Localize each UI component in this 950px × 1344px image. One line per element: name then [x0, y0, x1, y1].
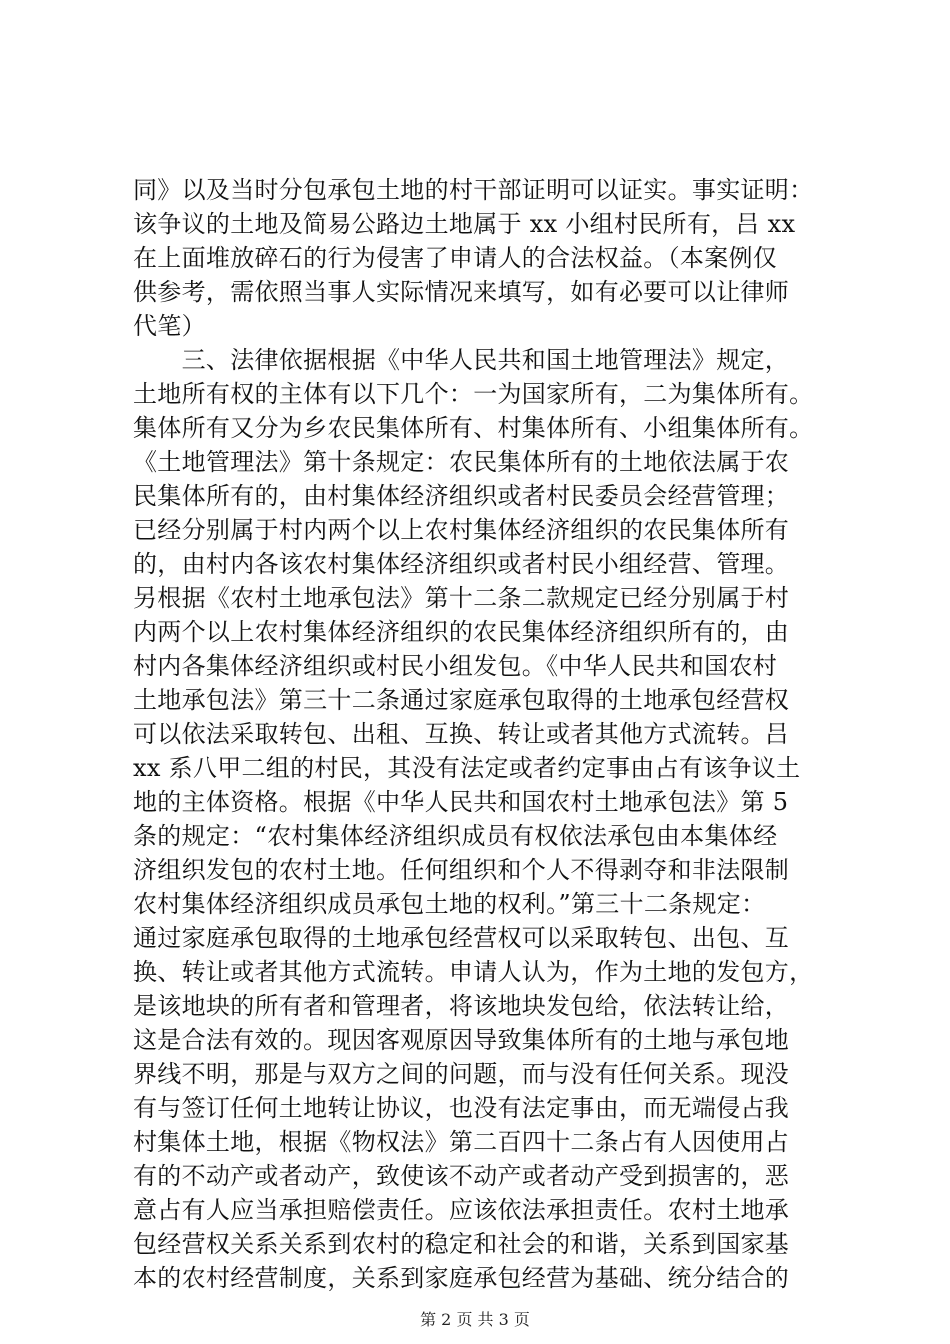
text-line: 可以依法采取转包、出租、互换、转让或者其他方式流转。吕	[133, 720, 790, 748]
text-line: 供参考，需依照当事人实际情况来填写，如有必要可以让律师	[133, 278, 790, 306]
text-line: 意占有人应当承担赔偿责任。应该依法承担责任。农村土地承	[133, 1196, 790, 1224]
text-line: 在上面堆放碎石的行为侵害了申请人的合法权益。（本案例仅	[133, 244, 778, 272]
text-line: 地的主体资格。根据《中华人民共和国农村土地承包法》第 5	[133, 788, 789, 816]
text-line: 条的规定：“农村集体经济组织成员有权依法承包由本集体经	[133, 822, 778, 850]
text-line: 民集体所有的，由村集体经济组织或者村民委员会经营管理；	[133, 482, 790, 510]
text-line: 界线不明，那是与双方之间的问题，而与没有任何关系。现没	[133, 1060, 790, 1088]
text-line: 村内各集体经济组织或村民小组发包。《中华人民共和国农村	[133, 652, 778, 680]
text-line: 这是合法有效的。现因客观原因导致集体所有的土地与承包地	[133, 1026, 790, 1054]
text-line: 三、法律依据根据《中华人民共和国土地管理法》规定，	[133, 346, 790, 374]
text-line: 内两个以上农村集体经济组织的农民集体经济组织所有的，由	[133, 618, 790, 646]
page-footer: 第 2 页 共 3 页	[420, 1310, 530, 1329]
text-line: 土地承包法》第三十二条通过家庭承包取得的土地承包经营权	[133, 686, 790, 714]
text-line: 另根据《农村土地承包法》第十二条二款规定已经分别属于村	[133, 584, 790, 612]
text-line: 济组织发包的农村土地。任何组织和个人不得剥夺和非法限制	[133, 856, 790, 884]
text-line: 该争议的土地及简易公路边土地属于 xx 小组村民所有，吕 xx	[133, 210, 796, 238]
text-line: 已经分别属于村内两个以上农村集体经济组织的农民集体所有	[133, 516, 790, 544]
text-line: 集体所有又分为乡农民集体所有、村集体所有、小组集体所有。	[133, 414, 814, 442]
text-line: 换、转让或者其他方式流转。申请人认为，作为土地的发包方，	[133, 958, 814, 986]
text-line: 土地所有权的主体有以下几个：一为国家所有，二为集体所有。	[133, 380, 814, 408]
text-line: 是该地块的所有者和管理者，将该地块发包给，依法转让给，	[133, 992, 790, 1020]
text-line: 农村集体经济组织成员承包土地的权利。”第三十二条规定：	[133, 890, 766, 918]
text-line: 《土地管理法》第十条规定：农民集体所有的土地依法属于农	[133, 448, 790, 476]
text-line: 通过家庭承包取得的土地承包经营权可以采取转包、出包、互	[133, 924, 790, 952]
text-line: 村集体土地，根据《物权法》第二百四十二条占有人因使用占	[133, 1128, 790, 1156]
text-line: 有与签订任何土地转让协议，也没有法定事由，而无端侵占我	[133, 1094, 790, 1122]
text-line: 代笔）	[133, 312, 206, 340]
text-line: xx 系八甲二组的村民，其没有法定或者约定事由占有该争议土	[133, 754, 801, 782]
text-line: 的，由村内各该农村集体经济组织或者村民小组经营、管理。	[133, 550, 790, 578]
text-line: 有的不动产或者动产，致使该不动产或者动产受到损害的，恶	[133, 1162, 790, 1190]
text-line: 同》以及当时分包承包土地的村干部证明可以证实。事实证明：	[133, 176, 814, 204]
text-line: 本的农村经营制度，关系到家庭承包经营为基础、统分结合的	[133, 1264, 790, 1292]
text-line: 包经营权关系关系到农村的稳定和社会的和谐，关系到国家基	[133, 1230, 790, 1258]
